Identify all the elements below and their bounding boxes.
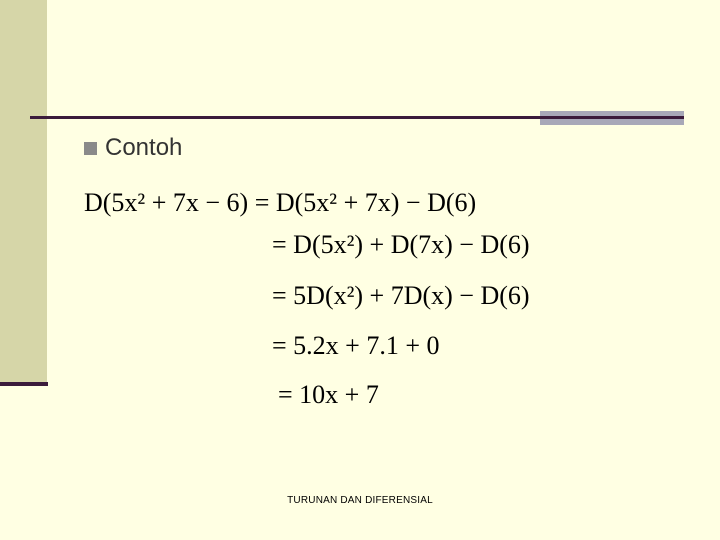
bullet-text: Contoh <box>105 134 183 161</box>
equation-line: = 5.2x + 7.1 + 0 <box>272 331 440 360</box>
slide-footer: TURUNAN DAN DIFERENSIAL <box>287 495 433 506</box>
accent-rule <box>540 116 684 119</box>
equation-line: D(5x² + 7x − 6) = D(5x² + 7x) − D(6) <box>84 188 477 217</box>
title-rule <box>30 116 540 119</box>
equation-line: = 10x + 7 <box>278 380 379 409</box>
sidebar-bottom-rule <box>0 382 48 386</box>
left-sidebar-decoration <box>0 0 47 383</box>
equation-line: = D(5x²) + D(7x) − D(6) <box>272 230 530 259</box>
bullet-item <box>84 134 182 162</box>
bullet-square-icon <box>84 142 97 155</box>
equation-line: = 5D(x²) + 7D(x) − D(6) <box>272 281 530 310</box>
